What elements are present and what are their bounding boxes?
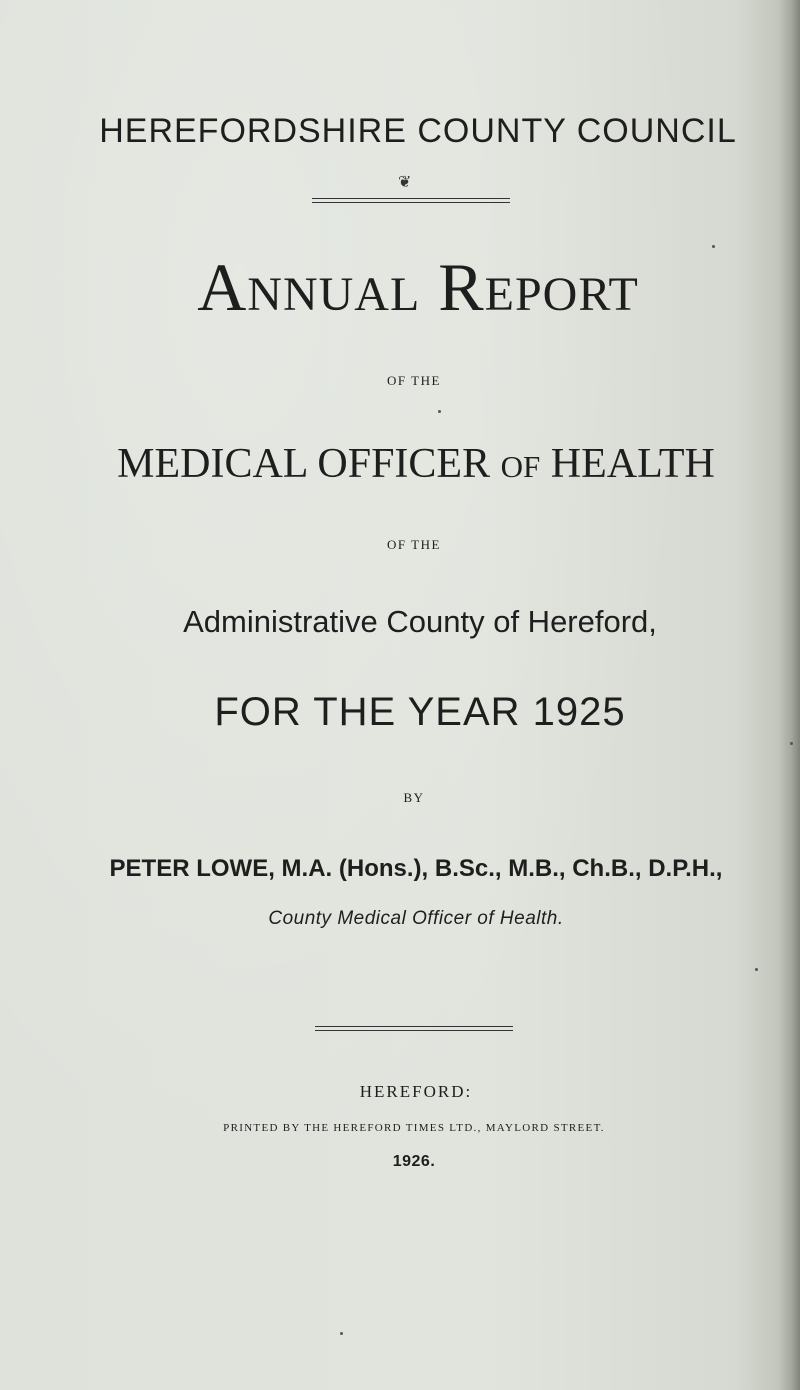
divider-rule-bottom-2 (315, 1030, 513, 1031)
author-name: PETER LOWE, M.A. (Hons.), B.Sc., M.B., Ch.B., D.P.H., (109, 855, 723, 882)
imprint-place: HEREFORD: (359, 1082, 473, 1101)
paper-speck (438, 410, 441, 413)
county-line: Administrative County of Hereford, (183, 604, 657, 639)
report-title: Annual Report (197, 249, 639, 325)
officer-heading (16, 440, 800, 488)
divider-rule-top-2 (312, 202, 510, 203)
council-heading: HEREFORDSHIRE COUNTY COUNCIL (99, 112, 737, 150)
officer-heading-of: OF (500, 449, 541, 484)
paper-speck (340, 1332, 343, 1335)
author-role: County Medical Officer of Health. (268, 908, 564, 929)
by-label: BY (403, 790, 425, 805)
of-the-label-1: OF THE (387, 373, 441, 388)
of-the-label-2: OF THE (387, 537, 441, 552)
divider-rule-top-1 (312, 198, 510, 199)
paper-speck (755, 968, 758, 971)
year-line: FOR THE YEAR 1925 (214, 690, 626, 734)
ornament-icon: ❦ (398, 174, 412, 191)
paper-speck (712, 245, 715, 248)
imprint-date: 1926. (392, 1153, 436, 1170)
officer-heading-part3: HEALTH (540, 441, 715, 487)
officer-heading-part1: MEDICAL OFFICER (117, 441, 501, 487)
divider-rule-bottom-1 (315, 1026, 513, 1027)
imprint-printer: PRINTED BY THE HEREFORD TIMES LTD., MAYLORD STREET. (223, 1122, 605, 1134)
paper-speck (790, 742, 793, 745)
